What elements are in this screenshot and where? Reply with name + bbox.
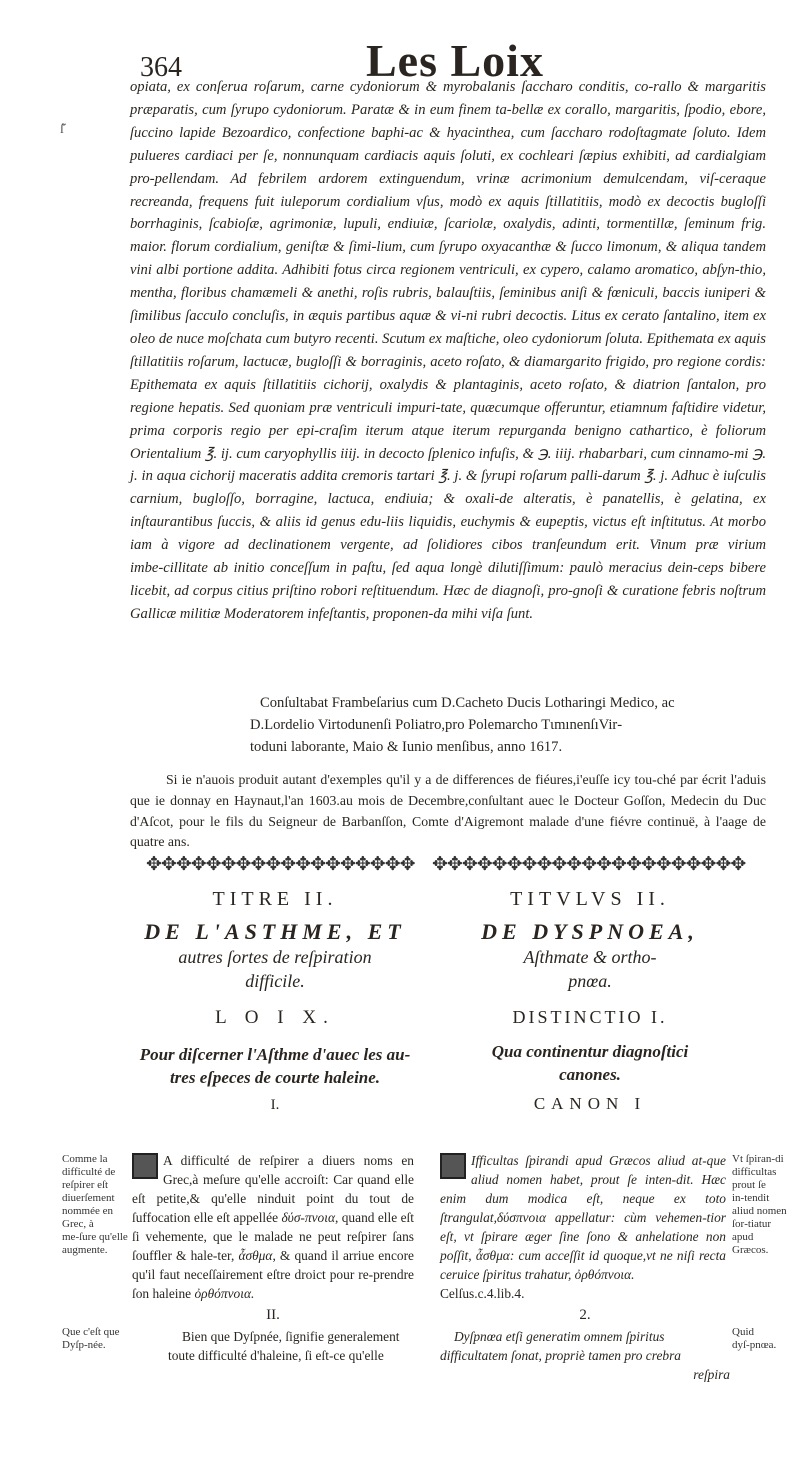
latin-prescription-text: opiata, ex conſerua roſarum, carne cydoniorum & myrobalanis ſaccharo conditis, co‑rallo & margaritis præparatis, cum ſyrupo cydoniorum. Paratæ & in eum finem ta‑bellæ ex corallo, margaritis, ſpodio, ebore, ſuccino lapide Bezoardico, confectione baphi‑ac & hyacinthea, cum ſaccharo rodoſtagmate ſoluto. Idem pulueres cardiaci per ſe, nonnunquam cardiacis aquis ſoluti, ex cochleari ſæpius exhibiti, ad cardialgiam pro‑pellendam. Ad febrilem ardorem extinguendum, vrinæ acrimonium demulcendam, viſ‑ceraque recreanda, frequens fuit iuleporum cordialium vſus, modò ex aquis ſtillatitiis, modò ex decoctis bugloſſi borrhaginis, ſcabioſæ, agrimoniæ, lupuli, endiuiæ, ſcariolæ, oxalydis, adinti, tormentillæ, ſeminum frig. maior. florum cordialium, geniſtæ & ſimi‑lium, cum ſyrupo oxyacanthæ & ſucco limonum, & aliqua tandem vini albi portione addita. Adhibiti fotus circa regionem ventriculi, ex cypero, calamo aromatico, abſyn‑thio, mentha, floribus chamæmeli & anethi, roſis rubris, balauſtiis, ſeminibus aniſi & fœniculi, baccis iuniperi & ſimilibus ſacculo concluſis, in æquis partibus aquæ & vi‑ni rubri decoctis. Litus ex cerato ſantalino, item ex oleo de nuce moſchata cum butyro recenti. Scutum ex maſtiche, oleo cydoniorum ſoluta. Epithemata ex aquis ſtillatitiis roſarum, lactucæ, bugloſſi & borraginis, aceto roſato, & diamargarito frigido, pro regione cordis: Epithemata ex aquis ſtillatitiis cichorij, oxalydis & plantaginis, aceto roſato, & diatrion ſantalon, pro regione hepatis. Sed quoniam præ ventriculi impuri‑tate, quæcumque offeruntur, etiamnum faſtidire videtur, prima corporis regio per epi‑craſim iterum atque iterum repurganda benigno cathartico, è foliorum Orientalium ℥. ij. cum caryophyllis iiij. in decocto ſplenico infuſis, & ℈. iiij. rhabarbari, cum cinnamo‑mi ℈. j. in aqua cichorij maceratis addita cremoris tartari ℥. j. & ſyrupi roſarum palli‑darum ℥. j. Adhuc è iuſculis carnium, bugloſſo, borragine, lactuca, endiuia; & oxali‑de alteratis, è panatellis, è gelatina, ex inſtaurantibus ſuccis, & aliis id genus edu‑liis liquidis, euchymis & eupeptis, victus eſt inſtitutus. At morbo iam à vigore ad declinationem vergente, ad ſolidiores cibos tranſeundum erit. Vinum præ virium imbe‑cillitate ab initio conceſſum in paſtu, ſed aqua longè dilutiſſimum: paulò meracius dein‑ceps bibere licebit, ad corpus citius priſtino robori reſtituendum. Hæc de diagnoſi, pro‑gnoſi & curatione febris noſtrum Gallicæ militiæ Moderatorem infeſtantis, proponen‑da mihi viſa ſunt. <box>130 79 766 622</box>
french-paragraph: Si ie n'auois produit autant d'exemples qu'il y a de differences de fiéures,i'euſſe icy tou‑ché par écrit l'aduis que ie donnay en Haynaut,l'an 1603.au mois de Decembre,conſultant auec le Docteur Goſſon, Medecin du Duc d'Aſcot, pour le fils du Seigneur de Barbanſſon, Comte d'Aigremont malade d'une fiévre continuë, à l'aage de quatre ans. <box>130 772 766 850</box>
titulus: TITVLVS II. <box>510 888 670 910</box>
qua-heading-2: canones. <box>559 1065 621 1084</box>
titre: TITRE II. <box>212 888 338 910</box>
right-margin-note-2: Quid dyſ‑pnœa. <box>732 1326 777 1351</box>
right-para1-text-b: appellatur: cùm vehemen‑tior eſt, vt ſpirare æger ſine ſono & anhelatione non poſſit, <box>440 1210 726 1263</box>
pour-heading-2: tres eſpeces de courte haleine. <box>169 1068 381 1087</box>
right-para1-text: Ifficultas ſpirandi apud Græcos aliud at‑que aliud nomen habet, prout ſe inten‑dit. Hæc enim dum modica eſt, neque ex toto ſtrangulat, <box>440 1153 726 1225</box>
consultation-note <box>130 692 766 758</box>
drop-cap-ornament-right <box>440 1153 466 1179</box>
right-paragraph-2 <box>440 1327 730 1384</box>
greek-dyspnoia-left: δύσ‑πνοια <box>281 1210 335 1225</box>
right-title-block <box>430 888 750 1114</box>
left-para1-text-b: , quand elle eſt ſi vehemente, que le malade ne peut reſpirer ſans ſouffler & hale‑ter, <box>132 1210 414 1263</box>
ornament-left: ✥✥✥✥✥✥✥✥✥✥✥✥✥✥✥✥✥✥ <box>146 854 415 875</box>
qua-heading-1: Qua continentur diagnoſtici <box>491 1042 689 1061</box>
canon-number-2: 2. <box>579 1307 591 1323</box>
right-margin-note-1: Vt ſpiran‑di difficultas prout ſe in‑tendit aliud nomen ſor‑tiatur apud Græcos. <box>732 1153 787 1256</box>
left-paragraph-1 <box>132 1151 414 1303</box>
left-margin-note-2: Que c'eſt que Dyſp‑née. <box>62 1326 120 1351</box>
dyspnoea-subtitle-2: pnœa. <box>568 971 612 991</box>
celsus-citation: Celſus.c.4.lib.4. <box>440 1286 525 1301</box>
greek-orthopnoia-left: ὀρθόπνοια. <box>194 1286 255 1301</box>
asthme-subtitle-2: difficile. <box>245 971 305 991</box>
loix-heading: L O I X. <box>215 1007 335 1028</box>
pour-heading-1: Pour diſcerner l'Aſthme d'auec les au‑ <box>139 1045 411 1064</box>
right-para2-text: Dyſpnœa etſi generatim omnem ſpiritus difficultatem ſonat, propriè tamen pro crebra <box>440 1329 682 1363</box>
left-title-block <box>130 888 420 1114</box>
greek-dyspnoia-right: δύσπνοια <box>496 1210 546 1225</box>
right-paragraph-1 <box>440 1151 726 1303</box>
running-title: Les Loix <box>366 35 544 86</box>
canon-heading: CANON I <box>533 1094 647 1113</box>
right-para1-text-c: : cum acceſſit id quoque,vt ne niſi recta ceruice ſpiritus trahatur, <box>440 1248 726 1282</box>
asthme-heading: DE L'ASTHME, ET <box>144 919 406 944</box>
left-paragraph-2: Bien que Dyſpnée, ſignifie generalement toute difficulté d'haleine, ſi eſt‑ce qu'elle <box>168 1329 400 1363</box>
distinctio-heading: DISTINCTIO I. <box>512 1007 668 1027</box>
dyspnoea-heading: DE DYSPNOEA, <box>481 919 699 944</box>
section-number-1: I. <box>270 1097 280 1113</box>
greek-asthma-right: ἆσθμα <box>475 1248 510 1263</box>
section-number-2: II. <box>266 1307 280 1323</box>
left-margin-note-1: Comme la difficulté de reſpirer eſt diuerſement nommée en Grec, à me‑ſure qu'elle augmente. <box>62 1153 128 1256</box>
consult-line-2: D.Lordelio Virtodunenſi Poliatro,pro Polemarcho TɩmınenſıVir‑ <box>250 717 623 733</box>
left-para1-text: A difficulté de reſpirer a diuers noms en Grec,à meſure qu'elle accroiſt: Car quand elle eſt petite,& qu'elle ninduit point du tout de ſuffocation elle eſt appellée <box>132 1153 414 1225</box>
margin-mark: ſ̆ <box>60 122 64 137</box>
drop-cap-ornament <box>132 1153 158 1179</box>
asthme-subtitle-1: autres ſortes de reſpiration <box>178 947 372 967</box>
consult-line-1: Conſultabat Frambeſarius cum D.Cacheto Ducis Lotharingi Medico, ac <box>260 695 675 711</box>
greek-orthopnoia-right: ὀρθόπνοια. <box>574 1267 635 1282</box>
greek-asthma-left: ἆσθμα <box>238 1248 273 1263</box>
dyspnoea-subtitle-1: Aſthmate & ortho‑ <box>523 947 657 967</box>
left-para1-text-c: , & quand il arriue encore qu'il faut neceſſairement eſtre droict pour re‑prendre ſon haleine <box>132 1248 414 1301</box>
catchword: reſpira <box>693 1367 730 1382</box>
page-number: 364 <box>140 52 182 83</box>
consult-line-3: toduni laborante, Maio & Iunio menſibus, anno 1617. <box>250 739 563 755</box>
ornament-right: ✥✥✥✥✥✥✥✥✥✥✥✥✥✥✥✥✥✥✥✥✥ <box>432 854 746 875</box>
